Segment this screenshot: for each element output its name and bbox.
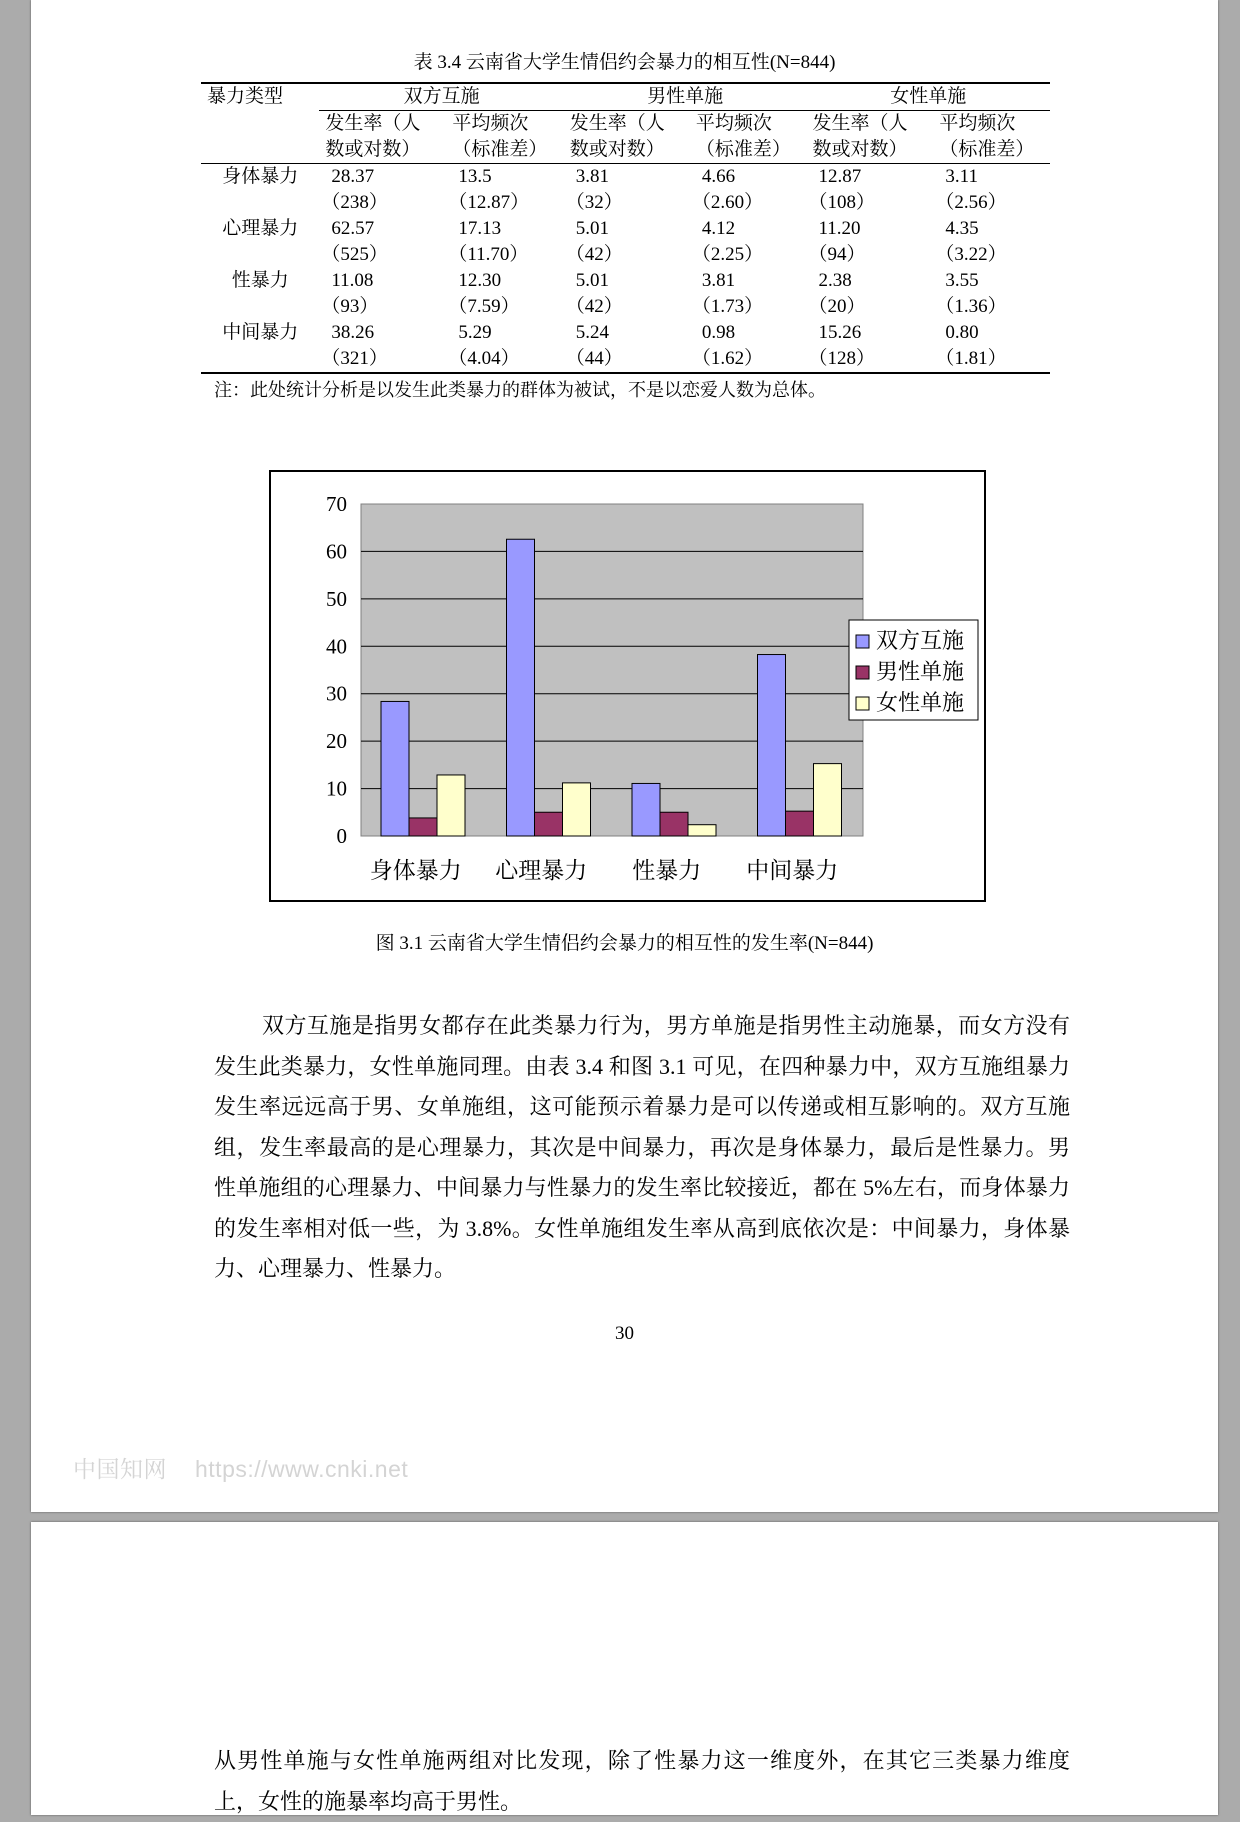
y-tick-label: 50 xyxy=(326,586,347,611)
group-header: 男性单施 xyxy=(564,83,807,111)
bar-女性单施 xyxy=(814,764,842,836)
legend-swatch xyxy=(856,635,869,648)
group-header: 双方互施 xyxy=(319,83,563,111)
table-row xyxy=(201,242,1050,268)
page-number: 30 xyxy=(615,1323,634,1344)
plot-area xyxy=(361,504,863,836)
row-label: 性暴力 xyxy=(231,270,289,291)
table-cell: （238） xyxy=(321,192,388,213)
table-cell: 0.80 xyxy=(945,322,979,343)
table-cell: （108） xyxy=(808,192,875,213)
watermark-url: https://www.cnki.net xyxy=(195,1456,409,1482)
table-row xyxy=(201,294,1050,320)
table-cell: 4.66 xyxy=(701,166,736,187)
bar-女性单施 xyxy=(437,775,465,836)
table-cell: （11.70） xyxy=(448,244,529,265)
table-cell: 15.26 xyxy=(818,322,862,343)
y-tick-label: 60 xyxy=(326,539,347,564)
body-paragraph: 从男性单施与女性单施两组对比发现，除了性暴力这一维度外，在其它三类暴力维度上，女性的施暴率均高于男性。 xyxy=(214,1748,1070,1814)
legend-swatch xyxy=(856,697,869,710)
corner-header: 暴力类型 xyxy=(207,86,284,107)
x-tick-label: 中间暴力 xyxy=(746,858,839,883)
table-cell: （42） xyxy=(565,296,623,317)
y-tick-label: 10 xyxy=(326,776,347,801)
watermark xyxy=(73,1451,436,1484)
table-row xyxy=(201,190,1050,216)
data-table xyxy=(201,82,1050,374)
table-cell: 13.5 xyxy=(458,166,492,187)
row-label: 中间暴力 xyxy=(222,322,299,343)
body-paragraph: 双方互施是指男女都存在此类暴力行为，男方单施是指男性主动施暴，而女方没有发生此类暴力，女性单施同理。由表 3.4 和图 3.1 可见，在四种暴力中，双方互施组暴力发生率远远高于男、女单施组，这可能预示着暴力是可以传递或相互影响的。双方互施组，发生率最高的是心理暴力，其次是中间暴力，再次是身体暴力，最后是性暴力。男性单施组的心理暴力、中间暴力与性暴力的发生率比较接近，都在 5%左右，而身体暴力的发生率相对低一些，为 3.8%。女性单施组发生率从高到底依次是：中间暴力，身体暴力、心理暴力、性暴力。 xyxy=(214,1013,1070,1281)
legend-label: 男性单施 xyxy=(876,659,965,684)
group-header: 女性单施 xyxy=(806,83,1050,111)
table-cell: 5.29 xyxy=(458,322,492,343)
bar-双方互施 xyxy=(507,539,535,836)
table-cell: （1.81） xyxy=(935,348,1007,369)
y-tick-label: 30 xyxy=(326,681,347,706)
bar-男性单施 xyxy=(535,812,563,836)
table-cell: （20） xyxy=(808,296,866,317)
legend-label: 双方互施 xyxy=(876,628,965,653)
table-cell: 12.30 xyxy=(458,270,502,291)
bar-男性单施 xyxy=(409,818,437,836)
table-cell: 3.81 xyxy=(701,270,736,291)
legend-swatch xyxy=(856,666,869,679)
row-label: 身体暴力 xyxy=(222,166,299,187)
y-tick-label: 40 xyxy=(326,634,347,659)
table-note: 注：此处统计分析是以发生此类暴力的群体为被试，不是以恋爱人数为总体。 xyxy=(214,380,826,400)
table-row xyxy=(201,346,1050,373)
table-row xyxy=(201,268,1050,294)
table-cell: （321） xyxy=(321,348,388,369)
subheader-rate: 发生率（人 数或对数） xyxy=(325,113,421,160)
table-cell: 38.26 xyxy=(331,322,375,343)
table-cell: 3.11 xyxy=(945,166,978,187)
table-cell: 0.98 xyxy=(701,322,736,343)
bar-女性单施 xyxy=(563,783,591,836)
x-tick-label: 身体暴力 xyxy=(369,858,462,883)
table-cell: 5.24 xyxy=(575,322,610,343)
y-tick-label: 70 xyxy=(326,492,347,516)
table-caption: 表 3.4 云南省大学生情侣约会暴力的相互性(N=844) xyxy=(413,52,836,73)
table-cell: （3.22） xyxy=(935,244,1007,265)
document-page xyxy=(31,0,1218,1512)
table-cell: （93） xyxy=(321,296,379,317)
bar-女性单施 xyxy=(688,825,716,836)
table-row xyxy=(201,216,1050,242)
table-cell: （128） xyxy=(808,348,875,369)
table-cell: （2.56） xyxy=(935,192,1007,213)
table-cell: 4.35 xyxy=(945,218,979,239)
table-cell: 11.08 xyxy=(331,270,374,291)
table-cell: （525） xyxy=(321,244,388,265)
table-cell: 2.38 xyxy=(818,270,852,291)
table-cell: 62.57 xyxy=(331,218,375,239)
legend-label: 女性单施 xyxy=(876,690,965,715)
bar-双方互施 xyxy=(381,701,409,836)
table-cell: （1.62） xyxy=(691,348,764,369)
table-cell: （32） xyxy=(565,192,623,213)
table-row xyxy=(201,320,1050,346)
table-cell: （7.59） xyxy=(448,296,520,317)
bar-双方互施 xyxy=(758,655,786,836)
bar-男性单施 xyxy=(660,812,688,836)
table-cell: 5.01 xyxy=(575,218,610,239)
table-cell: 11.20 xyxy=(818,218,861,239)
table-cell: （1.73） xyxy=(691,296,764,317)
table-cell: （94） xyxy=(808,244,866,265)
bar-男性单施 xyxy=(786,811,814,836)
figure-caption: 图 3.1 云南省大学生情侣约会暴力的相互性的发生率(N=844) xyxy=(375,933,874,954)
row-label: 心理暴力 xyxy=(222,218,299,239)
table-cell: 4.12 xyxy=(701,218,736,239)
subheader-freq: 平均频次 （标准差） xyxy=(939,113,1035,160)
table-cell: （42） xyxy=(565,244,623,265)
table-cell: （2.60） xyxy=(691,192,764,213)
table-cell: 3.55 xyxy=(945,270,979,291)
y-tick-label: 20 xyxy=(326,729,347,754)
subheader-rate: 发生率（人 数或对数） xyxy=(812,113,908,160)
table-cell: （12.87） xyxy=(448,192,530,213)
table-cell: （44） xyxy=(565,348,623,369)
document-page xyxy=(31,1522,1218,1815)
y-tick-label: 0 xyxy=(336,824,347,848)
table-cell: 3.81 xyxy=(575,166,610,187)
table-cell: （4.04） xyxy=(448,348,520,369)
table-cell: （1.36） xyxy=(935,296,1007,317)
table-row xyxy=(201,164,1050,191)
x-tick-label: 心理暴力 xyxy=(495,858,588,883)
table-cell: 17.13 xyxy=(458,218,502,239)
watermark-name: 中国知网 xyxy=(73,1456,167,1482)
table-cell: 5.01 xyxy=(575,270,610,291)
subheader-rate: 发生率（人 数或对数） xyxy=(569,113,665,160)
table-cell: 12.87 xyxy=(818,166,862,187)
subheader-freq: 平均频次 （标准差） xyxy=(695,113,791,160)
table-cell: （2.25） xyxy=(691,244,764,265)
bar-chart xyxy=(269,470,986,902)
x-tick-label: 性暴力 xyxy=(632,858,702,883)
table-cell: 28.37 xyxy=(331,166,375,187)
subheader-freq: 平均频次 （标准差） xyxy=(452,113,548,160)
bar-双方互施 xyxy=(632,783,660,836)
